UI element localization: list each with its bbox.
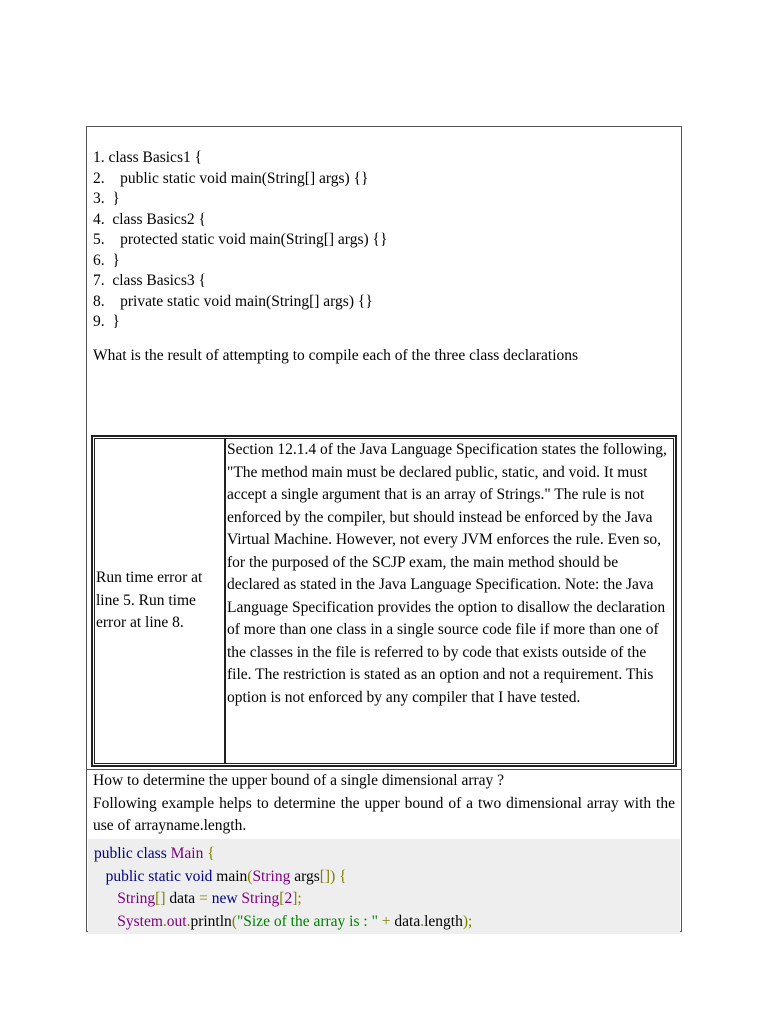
code-example-line-3 [94,888,472,911]
code-token: data [394,912,421,930]
answer-short: Run time error at line 5. Run time error at line 8. [96,569,203,632]
code-token: "Size of the array is : " [236,912,378,930]
code-listing [93,148,678,333]
code-line-1: 1. class Basics1 { [93,149,203,166]
code-token: public class [94,845,171,862]
code-token: args [290,867,320,885]
code-example-line-1 [94,843,472,866]
code-token: . [420,912,425,930]
code-token: println [190,912,232,930]
code-token: 2 [284,890,293,907]
code-example-box [88,839,680,934]
code-line-6: 6. } [93,251,120,269]
code-token: String [117,890,156,907]
code-token: System [117,912,163,930]
code-token: = [199,890,212,907]
code-line-8: 8. private static void main(String[] args) {} [93,292,373,310]
answer-explanation: Section 12.1.4 of the Java Language Specification states the following, "The method main must be declared public, static, and void. It must accept a single argument that is an array of Strings." The rule is not enforced by the compiler, but should instead be enforced by the Java Virtual Machine. However, not every JVM enforces the rule. Even so, for the purposed of the SCJP exam, the main method should be declared as stated in the Java Language Specification. Note: the Java Language Specification provides the option to disallow the declaration of more than one class in a single source code file if more than one of the classes in the file is referred to by code that exists outside of the file. The restriction is stated as an option and not a requirement. This option is not enforced by any compiler that I have tested. [227,441,667,706]
code-token: data [169,890,200,907]
code-line-7: 7. class Basics3 { [93,272,206,289]
code-example-line-4 [94,911,472,934]
code-token: main [216,867,248,885]
code-line-3: 3. } [93,190,120,207]
code-token: String [252,867,291,885]
code-token: [] [155,890,170,907]
code-token: Main [170,845,204,862]
code-token: + [377,912,395,930]
code-token: out [166,912,187,930]
code-example [94,843,472,933]
code-token: String [241,890,280,907]
code-token: length [424,912,463,930]
code-line-4: 4. class Basics2 { [93,210,206,228]
code-token: ]; [292,890,302,907]
answer-table [91,435,677,767]
code-token: new [211,890,242,907]
section-array-bound [87,769,681,930]
question-text: What is the result of attempting to compile each of the three class declarations [93,347,579,364]
code-token: ( [231,912,237,930]
section-title: How to determine the upper bound of a single dimensional array ? [93,772,505,789]
answer-row [94,438,674,764]
code-line-5: 5. protected static void main(String[] args) {} [93,231,388,248]
answer-short-cell [95,439,226,763]
code-line-9: 9. } [93,313,120,330]
code-token: { [203,845,215,862]
code-token: public static void [105,867,217,885]
code-token: . [162,912,167,930]
code-token: [ [279,890,285,907]
code-line-2: 2. public static void main(String[] args) {} [93,169,369,187]
section-description: Following example helps to determine the upper bound of a two dimensional array with the use of arrayname.length. [93,795,675,834]
code-token: . [186,912,191,930]
code-example-line-2 [94,866,472,889]
code-token: ); [462,912,473,930]
code-token: []) { [319,867,347,885]
document-frame [86,126,682,932]
code-token: ( [247,867,253,885]
